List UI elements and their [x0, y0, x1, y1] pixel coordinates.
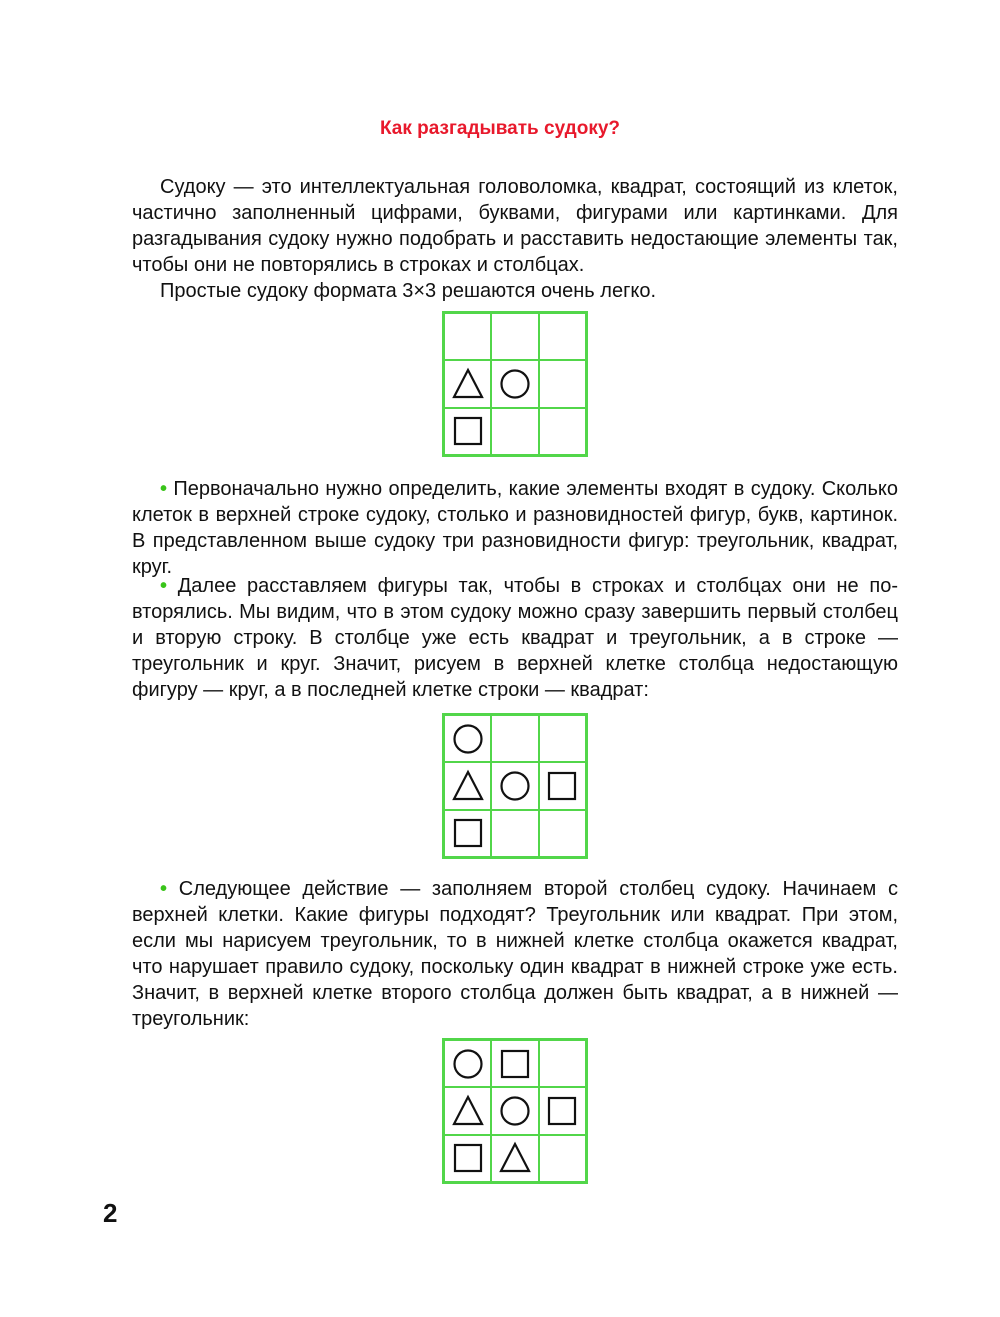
grid-cell-r3-c3 [539, 408, 586, 455]
step-1-paragraph [132, 476, 898, 580]
circle-icon [498, 769, 532, 803]
grid-cell-r3-c1 [444, 408, 491, 455]
sudoku-grid-3 [442, 1038, 588, 1184]
intro-paragraph: Судоку — это интеллектуальная головоломка, квадрат, состоящий из клеток, частично заполненный цифрами, буквами, фигурами или картинками. Для разгадывания судоку нужно подобрать и расставить недостающие элементы так, чтобы они не повторялись в строках и столбцах. [132, 176, 898, 276]
grid-cell-r2-c2 [491, 762, 538, 809]
grid-cell-r3-c3 [539, 810, 586, 857]
grid-cell-r2-c3 [539, 1087, 586, 1134]
grid-cell-r1-c2 [491, 715, 538, 762]
grid-cell-r3-c3 [539, 1135, 586, 1182]
grid-cell-r2-c2 [491, 1087, 538, 1134]
step-3-text: Следующее действие — заполняем второй столбец судоку. Начинаем с верхней клетки. Какие фигуры подходят? Треугольник или квадрат. При этом, если мы нарисуем треугольник, то в нижней клетке столбца окажется квадрат, что нарушает правило судоку, поскольку один квадрат в нижней строке уже есть. Значит, в верхней клетке второго столбца должен быть квадрат, а в нижней — треугольник: [132, 878, 898, 1030]
page-number: 2 [103, 1198, 118, 1228]
grid-cell-r1-c1 [444, 715, 491, 762]
grid-cell-r2-c3 [539, 762, 586, 809]
bullet-icon: • [160, 478, 168, 500]
square-icon [545, 1094, 579, 1128]
step-1-text: Первоначально нужно определить, какие элементы входят в судоку. Сколько клеток в верхней строке судоку, столько и разновидностей фигур, букв, картинок. В представленном выше судоку три разновидности фигур: треугольник, квадрат, круг. [132, 478, 898, 578]
sudoku-grid-2 [442, 713, 588, 859]
sudoku-grid-1 [442, 311, 588, 457]
grid-cell-r1-c3 [539, 313, 586, 360]
grid-cell-r3-c1 [444, 1135, 491, 1182]
grid-cell-r1-c1 [444, 313, 491, 360]
bullet-icon: • [160, 878, 168, 900]
page-title: Как разгадывать судоку? [379, 118, 621, 139]
grid-cell-r2-c1 [444, 762, 491, 809]
grid-cell-r2-c2 [491, 360, 538, 407]
grid-cell-r1-c1 [444, 1040, 491, 1087]
square-icon [545, 769, 579, 803]
triangle-icon [451, 769, 485, 803]
step-2-paragraph [132, 573, 898, 703]
grid-cell-r3-c2 [491, 408, 538, 455]
grid-cell-r2-c1 [444, 360, 491, 407]
intro-note: Простые судоку формата 3×3 решаются очень легко. [160, 280, 657, 302]
grid-cell-r2-c3 [539, 360, 586, 407]
grid-cell-r1-c3 [539, 715, 586, 762]
grid-cell-r2-c1 [444, 1087, 491, 1134]
grid-cell-r1-c2 [491, 1040, 538, 1087]
circle-icon [498, 1094, 532, 1128]
grid-cell-r3-c1 [444, 810, 491, 857]
step-2-text: Далее расставляем фигуры так, чтобы в строках и столбцах они не повторялись. Мы видим, что в этом судоку можно сразу завершить первый столбец и вторую строку. В столбце уже есть квадрат и треугольник, а в строке — треугольник и круг. Значит, рисуем в верхней клетке столбца недостающую фигуру — круг, а в последней клетке строки — квадрат: [132, 575, 899, 701]
square-icon [451, 1141, 485, 1175]
circle-icon [498, 367, 532, 401]
grid-cell-r1-c3 [539, 1040, 586, 1087]
square-icon [451, 816, 485, 850]
triangle-icon [451, 1094, 485, 1128]
grid-cell-r3-c2 [491, 1135, 538, 1182]
triangle-icon [451, 367, 485, 401]
step-3-paragraph [132, 876, 898, 1032]
circle-icon [451, 722, 485, 756]
circle-icon [451, 1047, 485, 1081]
bullet-icon: • [160, 575, 168, 597]
square-icon [498, 1047, 532, 1081]
grid-cell-r3-c2 [491, 810, 538, 857]
grid-cell-r1-c2 [491, 313, 538, 360]
triangle-icon [498, 1141, 532, 1175]
square-icon [451, 414, 485, 448]
